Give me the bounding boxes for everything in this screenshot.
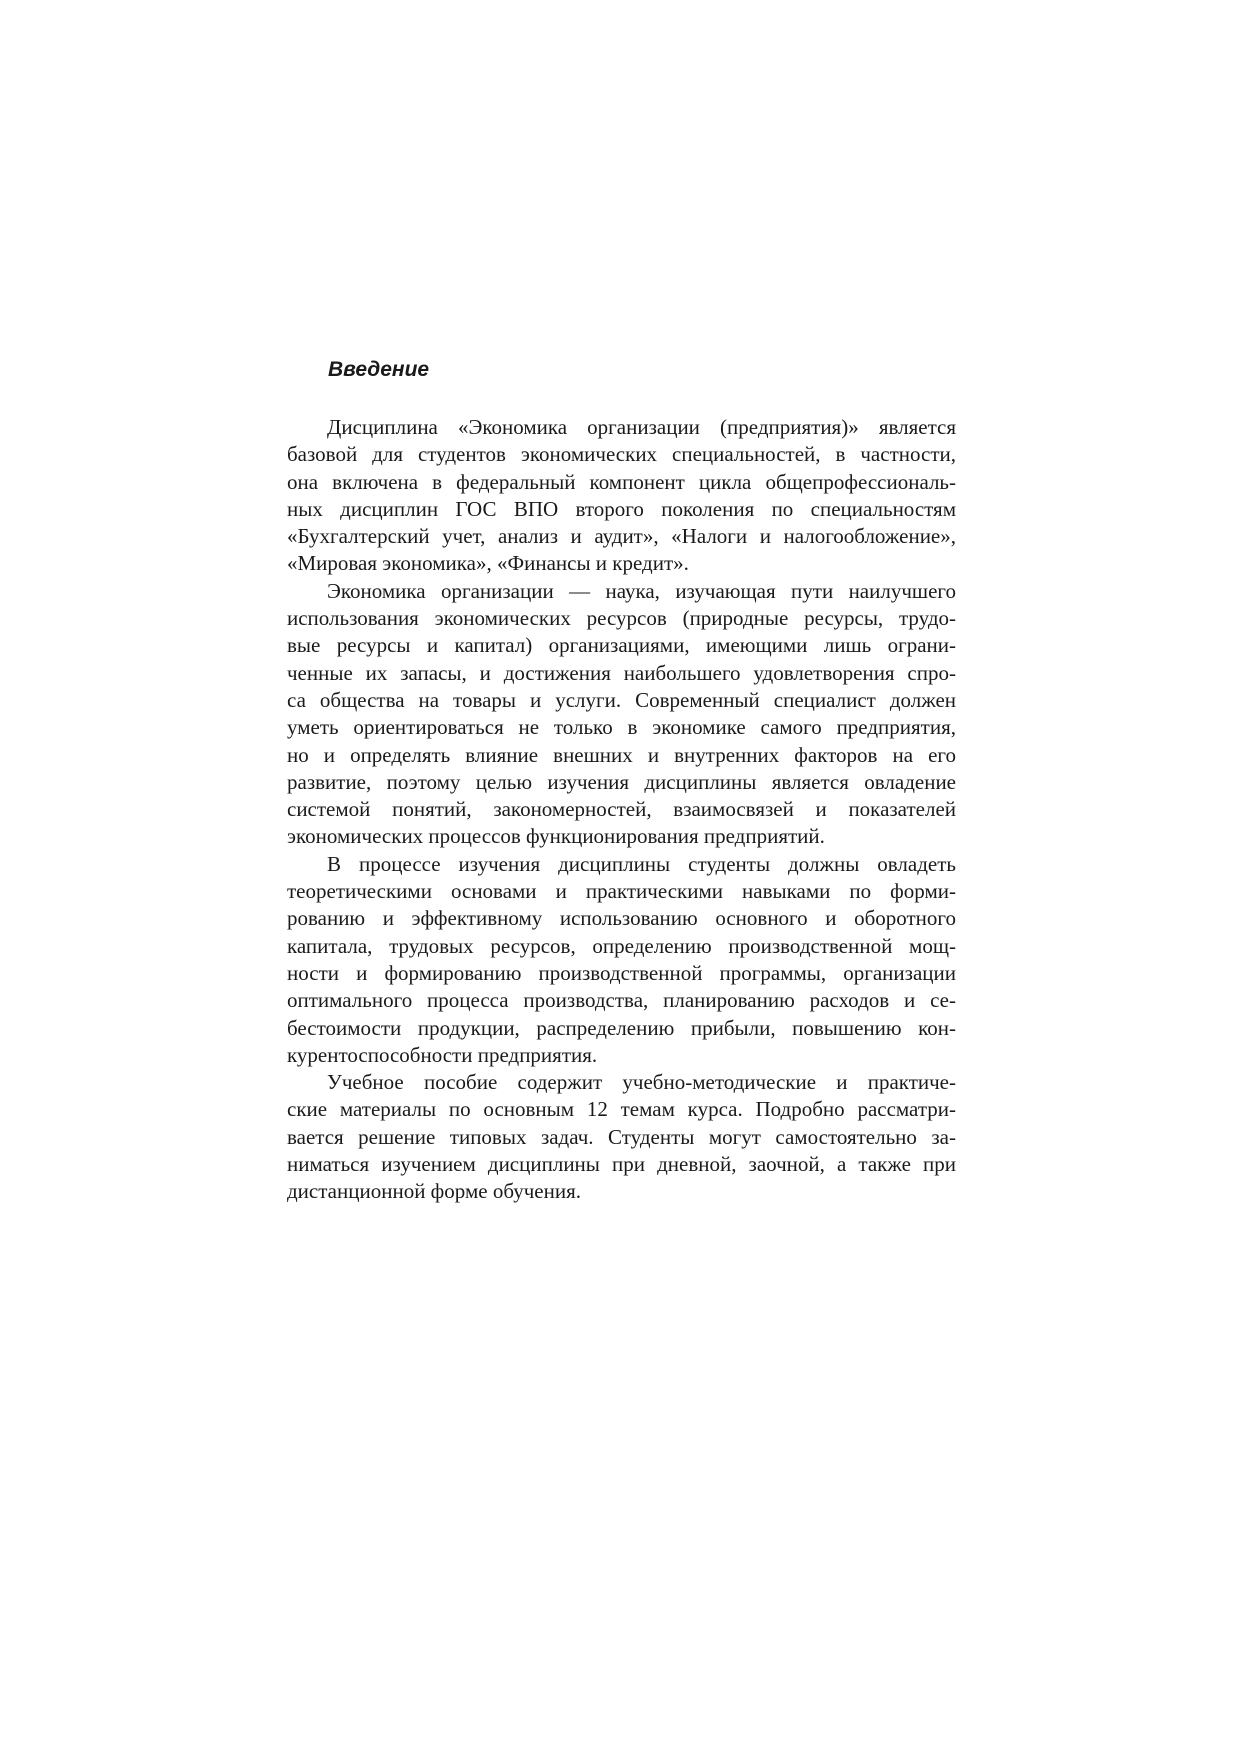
text-line: са общества на товары и услуги. Современный специалист должен (287, 687, 956, 712)
paragraph (287, 414, 956, 578)
text-line: системой понятий, закономерностей, взаимосвязей и показателей (287, 797, 956, 822)
text-line: дистанционной форме обучения. (287, 1179, 581, 1204)
text-line: «Мировая экономика», «Финансы и кредит». (287, 551, 689, 576)
text-line: Учебное пособие содержит учебно-методические и практиче- (327, 1070, 956, 1095)
text-line: экономических процессов функционирования предприятий. (287, 824, 825, 849)
text-line: курентоспособности предприятия. (287, 1042, 598, 1067)
text-line: теоретическими основами и практическими навыками по форми- (287, 879, 956, 904)
text-line: В процессе изучения дисциплины студенты должны овладеть (327, 851, 956, 876)
text-line: ченные их запасы, и достижения наибольшего удовлетворения спро- (287, 660, 956, 685)
text-line: вые ресурсы и капитал) организациями, имеющими лишь ограни- (287, 633, 956, 658)
text-line: она включена в федеральный компонент цикла общепрофессиональ- (287, 469, 956, 494)
text-line: ности и формированию производственной программы, организации (287, 960, 956, 985)
text-line: ниматься изучением дисциплины при дневной, заочной, а также при (287, 1152, 956, 1177)
body-text (287, 414, 956, 1206)
paragraph (287, 851, 956, 1069)
text-line: ские материалы по основным 12 темам курса. Подробно рассматри- (287, 1097, 956, 1122)
text-line: ных дисциплин ГОС ВПО второго поколения по специальностям (287, 496, 956, 521)
text-line: Дисциплина «Экономика организации (предприятия)» является (327, 415, 956, 439)
text-line: «Бухгалтерский учет, анализ и аудит», «Налоги и налогообложение», (287, 524, 956, 549)
text-line: но и определять влияние внешних и внутренних факторов на его (287, 742, 956, 767)
paragraph (287, 1069, 956, 1205)
text-line: базовой для студентов экономических специальностей, в частности, (287, 442, 956, 467)
paragraph (287, 578, 956, 851)
text-line: вается решение типовых задач. Студенты могут самостоятельно за- (287, 1124, 956, 1149)
text-line: использования экономических ресурсов (природные ресурсы, трудо- (287, 606, 956, 631)
text-line: уметь ориентироваться не только в экономике самого предприятия, (287, 715, 956, 740)
text-line: Экономика организации — наука, изучающая пути наилучшего (327, 578, 956, 603)
text-line: рованию и эффективному использованию основного и оборотного (287, 906, 956, 931)
section-heading: Введение (328, 358, 430, 381)
text-line: капитала, трудовых ресурсов, определению производственной мощ- (287, 933, 956, 958)
text-line: развитие, поэтому целью изучения дисциплины является овладение (287, 769, 956, 794)
text-line: бестоимости продукции, распределению прибыли, повышению кон- (287, 1015, 956, 1040)
text-line: оптимального процесса производства, планированию расходов и се- (287, 988, 956, 1013)
